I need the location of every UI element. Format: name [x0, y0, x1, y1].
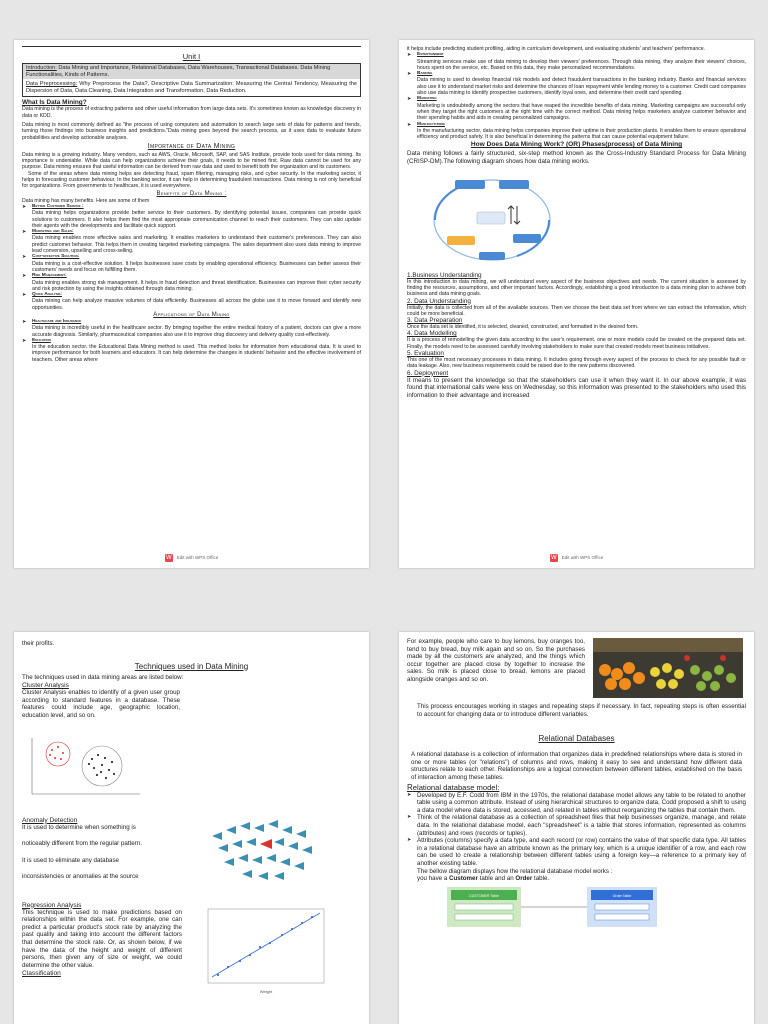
- application-body: [32, 338, 361, 363]
- anomaly-section: [22, 816, 361, 893]
- document-page-3: [14, 632, 369, 1024]
- benefit-item: [22, 273, 361, 292]
- benefit-text: Data mining is a cost-effective solution. It helps businesses save costs by enabling operational efficiency. Businesses can better assess their customers' needs and focus on fulfilling them.: [32, 260, 361, 273]
- crisp-dm-diagram: [407, 168, 746, 268]
- customer-line-c: table.: [532, 875, 550, 883]
- benefit-text: Data mining can help analyze massive volumes of data efficiently. Businesses all across the globe use it to move forward and identify new opportunities.: [32, 298, 361, 311]
- arrow-bullet-icon: ➤: [22, 292, 27, 299]
- unit-title: Unit I: [182, 52, 201, 61]
- arrow-bullet-icon: ➤: [22, 318, 27, 325]
- importance-heading: Importance of Data Mining: [147, 142, 236, 150]
- benefit-label: Better Customer Service :: [32, 203, 84, 209]
- phase-text: Initially, the data is collected from all of the available sources. Then we choose the best data set from where we can extract the information, which could be more beneficial.: [407, 304, 746, 317]
- benefit-label: Risk Management:: [32, 273, 67, 279]
- benefit-body: [32, 204, 361, 229]
- sector-label: Entertainment: [417, 52, 444, 58]
- customer-order-line: [407, 875, 746, 883]
- benefit-body: [32, 229, 361, 254]
- application-item: [22, 319, 361, 338]
- anomaly-line-1: It is used to determine when something is: [22, 823, 136, 831]
- prep-label: Data Preprocessing:: [26, 81, 78, 88]
- process-text: This process encourages working in stages and repeating steps if necessary. In fact, repeating steps is often essential to account for changing data or to introduce different variables.: [417, 703, 746, 718]
- wps-label-2: Edit with WPS Office: [561, 555, 604, 561]
- wps-label: Edit with WPS Office: [176, 555, 219, 561]
- relational-diagram-svg: [447, 887, 687, 927]
- customer-line-a: you have a: [417, 875, 449, 883]
- model-bullet-text: Developed by E.F. Codd from IBM in the 1970s, the relational database model allows any table to be related to another table using a common attribute. Instead of using hierarchical structures to organize data, Codd proposed a shift to using a data model where data is stored, accessed, and related in tables without reorganizing the tables that contain them.: [417, 791, 746, 814]
- sector-body: [417, 122, 746, 141]
- page2-top-text: it helps include predicting student profiling, aiding in curriculum development, and evaluating students' and teachers' performance.: [407, 46, 706, 52]
- arrow-bullet-icon: ➤: [407, 837, 412, 844]
- cluster-plot-svg: [22, 734, 142, 802]
- benefits-list: [22, 204, 361, 311]
- syllabus-intro-row: [23, 64, 360, 79]
- applications-heading: Applications of Data Mining: [153, 311, 230, 318]
- regression-x-label: Weight: [259, 988, 273, 994]
- page-top-rule: [22, 46, 361, 50]
- application-label: Education: [32, 337, 51, 343]
- benefit-label: Marketing and Sales:: [32, 229, 74, 235]
- regression-text-col: [22, 901, 182, 1002]
- cluster-plot: [22, 734, 361, 802]
- arrow-bullet-icon: ➤: [407, 96, 412, 103]
- sector-text: Streaming services make use of data mining to develop their viewers' preferences. Through data mining, they analyze their viewers' choices, hours spent on the service, etc. Based on this data, they make personalized recommendations.: [417, 58, 746, 71]
- anomaly-line-3: It is used to eliminate any database: [22, 856, 119, 864]
- wps-logo-icon-2: W: [550, 555, 557, 561]
- application-text: Data mining is incredibly useful in the healthcare sector. By bringing together the entire medical history of a patient, doctors can give a more accurate diagnosis. Similarly, pharmaceutical companies also use it to improve drug discovery and delivery quality cost-effectively.: [32, 325, 361, 338]
- importance-paragraph-1: Data mining is a growing industry. Many vendors, such as AWS, Oracle, Microsoft, SAP, and SAS Institute, provide tools used for data mining. Its importance is undeniable. While data can help organizations achieve their goals, it needs to be mined first. Raw data cannot be used for any purpose. Data mining ensures that useful information can be derived from raw data and used to benefit both the organization and its customers.: [22, 151, 361, 171]
- phase-list: [407, 272, 746, 400]
- model-bullet-item: [407, 792, 746, 815]
- techniques-intro: The techniques used in data mining areas are listed below:: [22, 673, 184, 681]
- arrow-bullet-icon: ➤: [407, 814, 412, 821]
- anomaly-line-4: inconsistencies or anomalies at the source: [22, 873, 139, 881]
- arrow-bullet-icon: ➤: [22, 203, 27, 210]
- benefit-body: [32, 254, 361, 273]
- model-bullets: [407, 792, 746, 868]
- application-items: [407, 52, 746, 140]
- phase-text: This one of the most necessary processes in data mining. It includes going through every aspect of the process to check for any possible fault or data leakage. Also, new business requirements could be raised due to the new patterns discovered.: [407, 357, 746, 370]
- benefit-text: Data mining helps organizations provide better service to their customers. By identifying potential issues, companies can provide quick solutions to customers. It also helps them find the most appropriate communication channel to reach their customers. They can also update their agents with the developments and facilitate quick support.: [32, 210, 361, 229]
- phase-text: It is a process of remodelling the given data according to the user's requirement. one or more models could be created on the prepared data set. Finally, the models need to be assessed carefully involving stakeholders to make sure that created models meet business initiatives.: [407, 337, 746, 350]
- arrow-bullet-icon: ➤: [407, 71, 412, 78]
- association-text: For example, people who care to buy lemons, buy oranges too, tend to buy bread, buy milk again and so on. So the purchases made by all the customers are analyzed, and the things which occur together are placed close by together to increase the sales. So milk is placed close to bread, lemons are placed alongside oranges and so on.: [407, 638, 585, 683]
- what-paragraph-2: Data mining is most commonly defined as "the process of using computers and automation to search large sets of data for patterns and trends, turning those findings into business insights and predictions."Data mining goes beyond the search process, as it uses data to evaluate future probabilities and develop actionable analyses.: [22, 121, 361, 141]
- sector-body: [417, 71, 746, 96]
- model-bullet-item: [407, 837, 746, 867]
- application-body: [32, 319, 361, 338]
- sector-text: In the manufacturing sector, data mining helps companies improve their uptime in their production plants. It enables them to ensure operational efficiency and product safety. It is also beneficial in determining the patterns that can cause potential equipment failure.: [417, 127, 746, 141]
- techniques-heading: Techniques used in Data Mining: [134, 661, 249, 671]
- model-heading-initial: R: [407, 782, 413, 792]
- phase-text: It means to present the knowledge so that the stakeholders can use it when they want it. In our above example, it was found that international calls were less on Wednesday, so this information was presented to the stakeholders who used this information to their advantage and increased: [407, 376, 746, 399]
- syllabus-prep-row: [23, 79, 360, 96]
- wps-footer-2[interactable]: [399, 554, 754, 562]
- association-section: [407, 638, 746, 703]
- benefit-item: [22, 292, 361, 311]
- customer-table-label: CUSTOMER Table: [468, 893, 500, 898]
- phase-title: 5. Evaluation: [407, 350, 444, 358]
- benefits-heading: Benefits of Data Mining :: [156, 190, 227, 197]
- arrow-bullet-icon: ➤: [22, 254, 27, 261]
- sector-label: Banking: [417, 71, 433, 77]
- page3-top-text: their profits.: [22, 640, 55, 647]
- document-page-4: [399, 632, 754, 1024]
- fruit-stall-image: [585, 638, 746, 703]
- intro-text: Data Mining and Importance, Relational Databases, Data Warehouses, Transactional Databases. Data Mining Functionalities, Kinds of Patterns.: [26, 65, 331, 78]
- how-heading: How Does Data Mining Work? (OR) Phases(process) of Data Mining: [470, 141, 683, 149]
- order-word: Order: [515, 875, 533, 883]
- phase-title: 6. Deployment: [407, 369, 449, 377]
- regression-text: This technique is used to make predictions based on relationships within the data set. For example, one can predict a particular product's stock rate by analyzing the past quality and taking into account the different factors that determine the stock rate. Or, as shown below, if we have the data of the height and weight of different persons, then given any of size or weight, we could determine the other value.: [22, 908, 182, 969]
- customer-line-b: table and an: [477, 875, 516, 883]
- bellow-text: The bellow diagram displays how the relational database model works :: [417, 867, 613, 875]
- sector-label: Manufacturing: [417, 121, 445, 127]
- what-heading: What Is Data Mining?: [22, 99, 87, 107]
- application-item: [22, 338, 361, 363]
- sector-item: [407, 52, 746, 71]
- fruit-stall-svg: [593, 638, 743, 698]
- phase-title: 4. Data Modelling: [407, 330, 457, 338]
- regression-plot-svg: [198, 905, 328, 997]
- benefit-body: [32, 292, 361, 311]
- arrow-bullet-icon: ➤: [22, 337, 27, 344]
- sector-item: [407, 96, 746, 121]
- sector-body: [417, 52, 746, 71]
- regression-heading: Regression Analysis: [22, 901, 82, 909]
- model-bullet-text: Think of the relational database as a collection of spreadsheet files that help businesses organize, manage, and relate data. In the relational database model, each "spreadsheet" is a table that stores information, represented as columns (attributes) and rows (records or tuples).: [417, 814, 746, 837]
- document-page-2: [399, 40, 754, 568]
- model-bullet-item: [407, 814, 746, 837]
- benefit-text: Data mining enables strong risk management. It helps in fraud detection and threat identification. Businesses can improve their cyber security and risk protection by using the insights obtained through data mining.: [32, 279, 361, 292]
- wps-logo-icon: W: [165, 555, 172, 561]
- what-paragraph-1: Data mining is the process of extracting patterns and other useful information from large data sets. It's sometimes known as knowledge discovery in data or KDD.: [22, 106, 361, 119]
- phase-title: 3. Data Preparation: [407, 317, 463, 325]
- benefit-label: Cost-effective Solution:: [32, 254, 80, 260]
- sector-body: [417, 96, 746, 121]
- document-page-1: [14, 40, 369, 568]
- order-table-label: Order Table: [612, 893, 632, 898]
- application-text: In the education sector, the Educational Data Mining method is used. This method looks for information from educational data. It is used to improve performance for both learners and educators. It can help determine the changes in students' behavior and the effective involvement of teachers. Other areas where: [32, 344, 361, 363]
- regression-section: [22, 901, 361, 1002]
- fish-school-svg: [202, 816, 322, 888]
- sector-text: Marketing is undoubtedly among the sectors that have reaped the incredible benefits of data mining. Marketing campaigns are successful only when they target the right customers at the right time with the correct method. Data mining helps marketers analyze customer behavior and their spending habits and aids in creating personalized campaigns.: [417, 102, 746, 122]
- phase-text: In this introduction to data mining, we will understand every aspect of the business objectives and needs. The current situation is assessed by finding the resources, assumptions, and other important factors. Accordingly, establishing a good introduction to a data mining plan to achieve both business and data mining goals.: [407, 278, 746, 298]
- benefit-item: [22, 254, 361, 273]
- relational-paragraph: A relational database is a collection of information that organizes data in predefined relationships where data is stored in one or more tables (or "relations") of columns and rows, making it easy to see and understand how different data structures relate to each other. Relationships are a logical connection between different tables, established on the basis of interaction among these tables.: [411, 751, 742, 781]
- anomaly-line-2: noticeably different from the regular pattern.: [22, 840, 142, 848]
- wps-footer[interactable]: [14, 554, 369, 562]
- sector-label: Marketing: [417, 96, 437, 102]
- model-heading: [407, 783, 746, 792]
- sector-text: Data mining is used to develop financial risk models and detect fraudulent transactions in the banking industry. Banks and financial services also use it to understand market risks and determine the chances of loan repayment while lending money to a customer. Credit card companies also use data mining to identify prospective customers, identify loyal ones, and determine their credit card spending.: [417, 77, 746, 97]
- how-intro: Data mining follows a fairly structured, six-step method known as the Cross-Industry Standard Process for Data Mining (CRISP-DM).The following diagram shows how data mining works.: [407, 150, 746, 166]
- cluster-text: Cluster Analysis enables to identify of a given user group according to standard features in a database. These features could include age, geographic location, education level, and so on.: [22, 689, 180, 719]
- benefit-item: [22, 204, 361, 229]
- arrow-bullet-icon: ➤: [22, 273, 27, 280]
- benefit-text: Data mining enables more effective sales and marketing. It enables marketers to understand their customer's preferences. They can also predict customer behavior. This helps them in creating targeted marketing campaigns. The sales department also uses data mining to improve lead conversion, upselling and cross-selling.: [32, 235, 361, 255]
- arrow-bullet-icon: ➤: [407, 52, 412, 59]
- model-heading-rest: elational database model:: [412, 782, 500, 792]
- benefits-intro: Data mining has many benefits. Here are some of them: [22, 197, 150, 204]
- classification-heading: Classification: [22, 970, 61, 978]
- application-label: Healthcare and Insurance: [32, 318, 82, 324]
- benefit-label: Quick Analysis:: [32, 292, 63, 298]
- model-bullet-text: Attributes (columns) specify a data type, and each record (or row) contains the value of that specific data type. All tables in a relational database have an attribute known as the primary key, which is a unique identifier of a row, and each row can be used to create a relationship between different tables using a foreign key—a reference to a primary key of another existing table.: [417, 837, 746, 867]
- phase-title: 2. Data Understanding: [407, 297, 471, 305]
- customer-word: Customer: [449, 875, 478, 883]
- arrow-bullet-icon: ➤: [407, 791, 412, 798]
- cluster-heading: Cluster Analysis: [22, 682, 69, 690]
- syllabus-box: [22, 63, 361, 97]
- prep-text: Why Preprocess the Data?, Descriptive Data Summarization: Measuring the Central Tendency, Measuring the Dispersion of Data, Data Cleaning, Data Integration and Transformation, Data Reduction.: [26, 81, 357, 94]
- applications-list: [22, 319, 361, 363]
- phase-title: 1.Business Understanding: [407, 271, 482, 279]
- crisp-dm-svg: [407, 168, 747, 268]
- anomaly-heading: Anomaly Detection: [22, 816, 78, 824]
- importance-paragraph-2: Some of the areas where data mining helps are detecting fraud, spam filtering, managing risks, and cyber security. In the marketing sector, it helps in forecasting customer behaviour. In the banking sector, it can help in determining fraudulent transactions. Data mining is not only beneficial for organizations. From governments to healthcare, it is used everywhere.: [22, 170, 361, 190]
- benefit-item: [22, 229, 361, 254]
- regression-plot: [182, 901, 361, 1002]
- arrow-bullet-icon: ➤: [22, 229, 27, 236]
- phase-text: Once the data set is identified, it is selected, cleaned, constructed, and formatted in the desired form.: [407, 324, 639, 331]
- sector-item: [407, 71, 746, 96]
- sector-item: [407, 122, 746, 141]
- anomaly-text-col: [22, 816, 182, 893]
- relational-diagram: [407, 887, 746, 932]
- fish-school-image: [182, 816, 361, 893]
- relational-heading: Relational Databases: [538, 734, 615, 744]
- benefit-body: [32, 273, 361, 292]
- intro-label: Introduction:: [26, 65, 57, 71]
- arrow-bullet-icon: ➤: [407, 121, 412, 128]
